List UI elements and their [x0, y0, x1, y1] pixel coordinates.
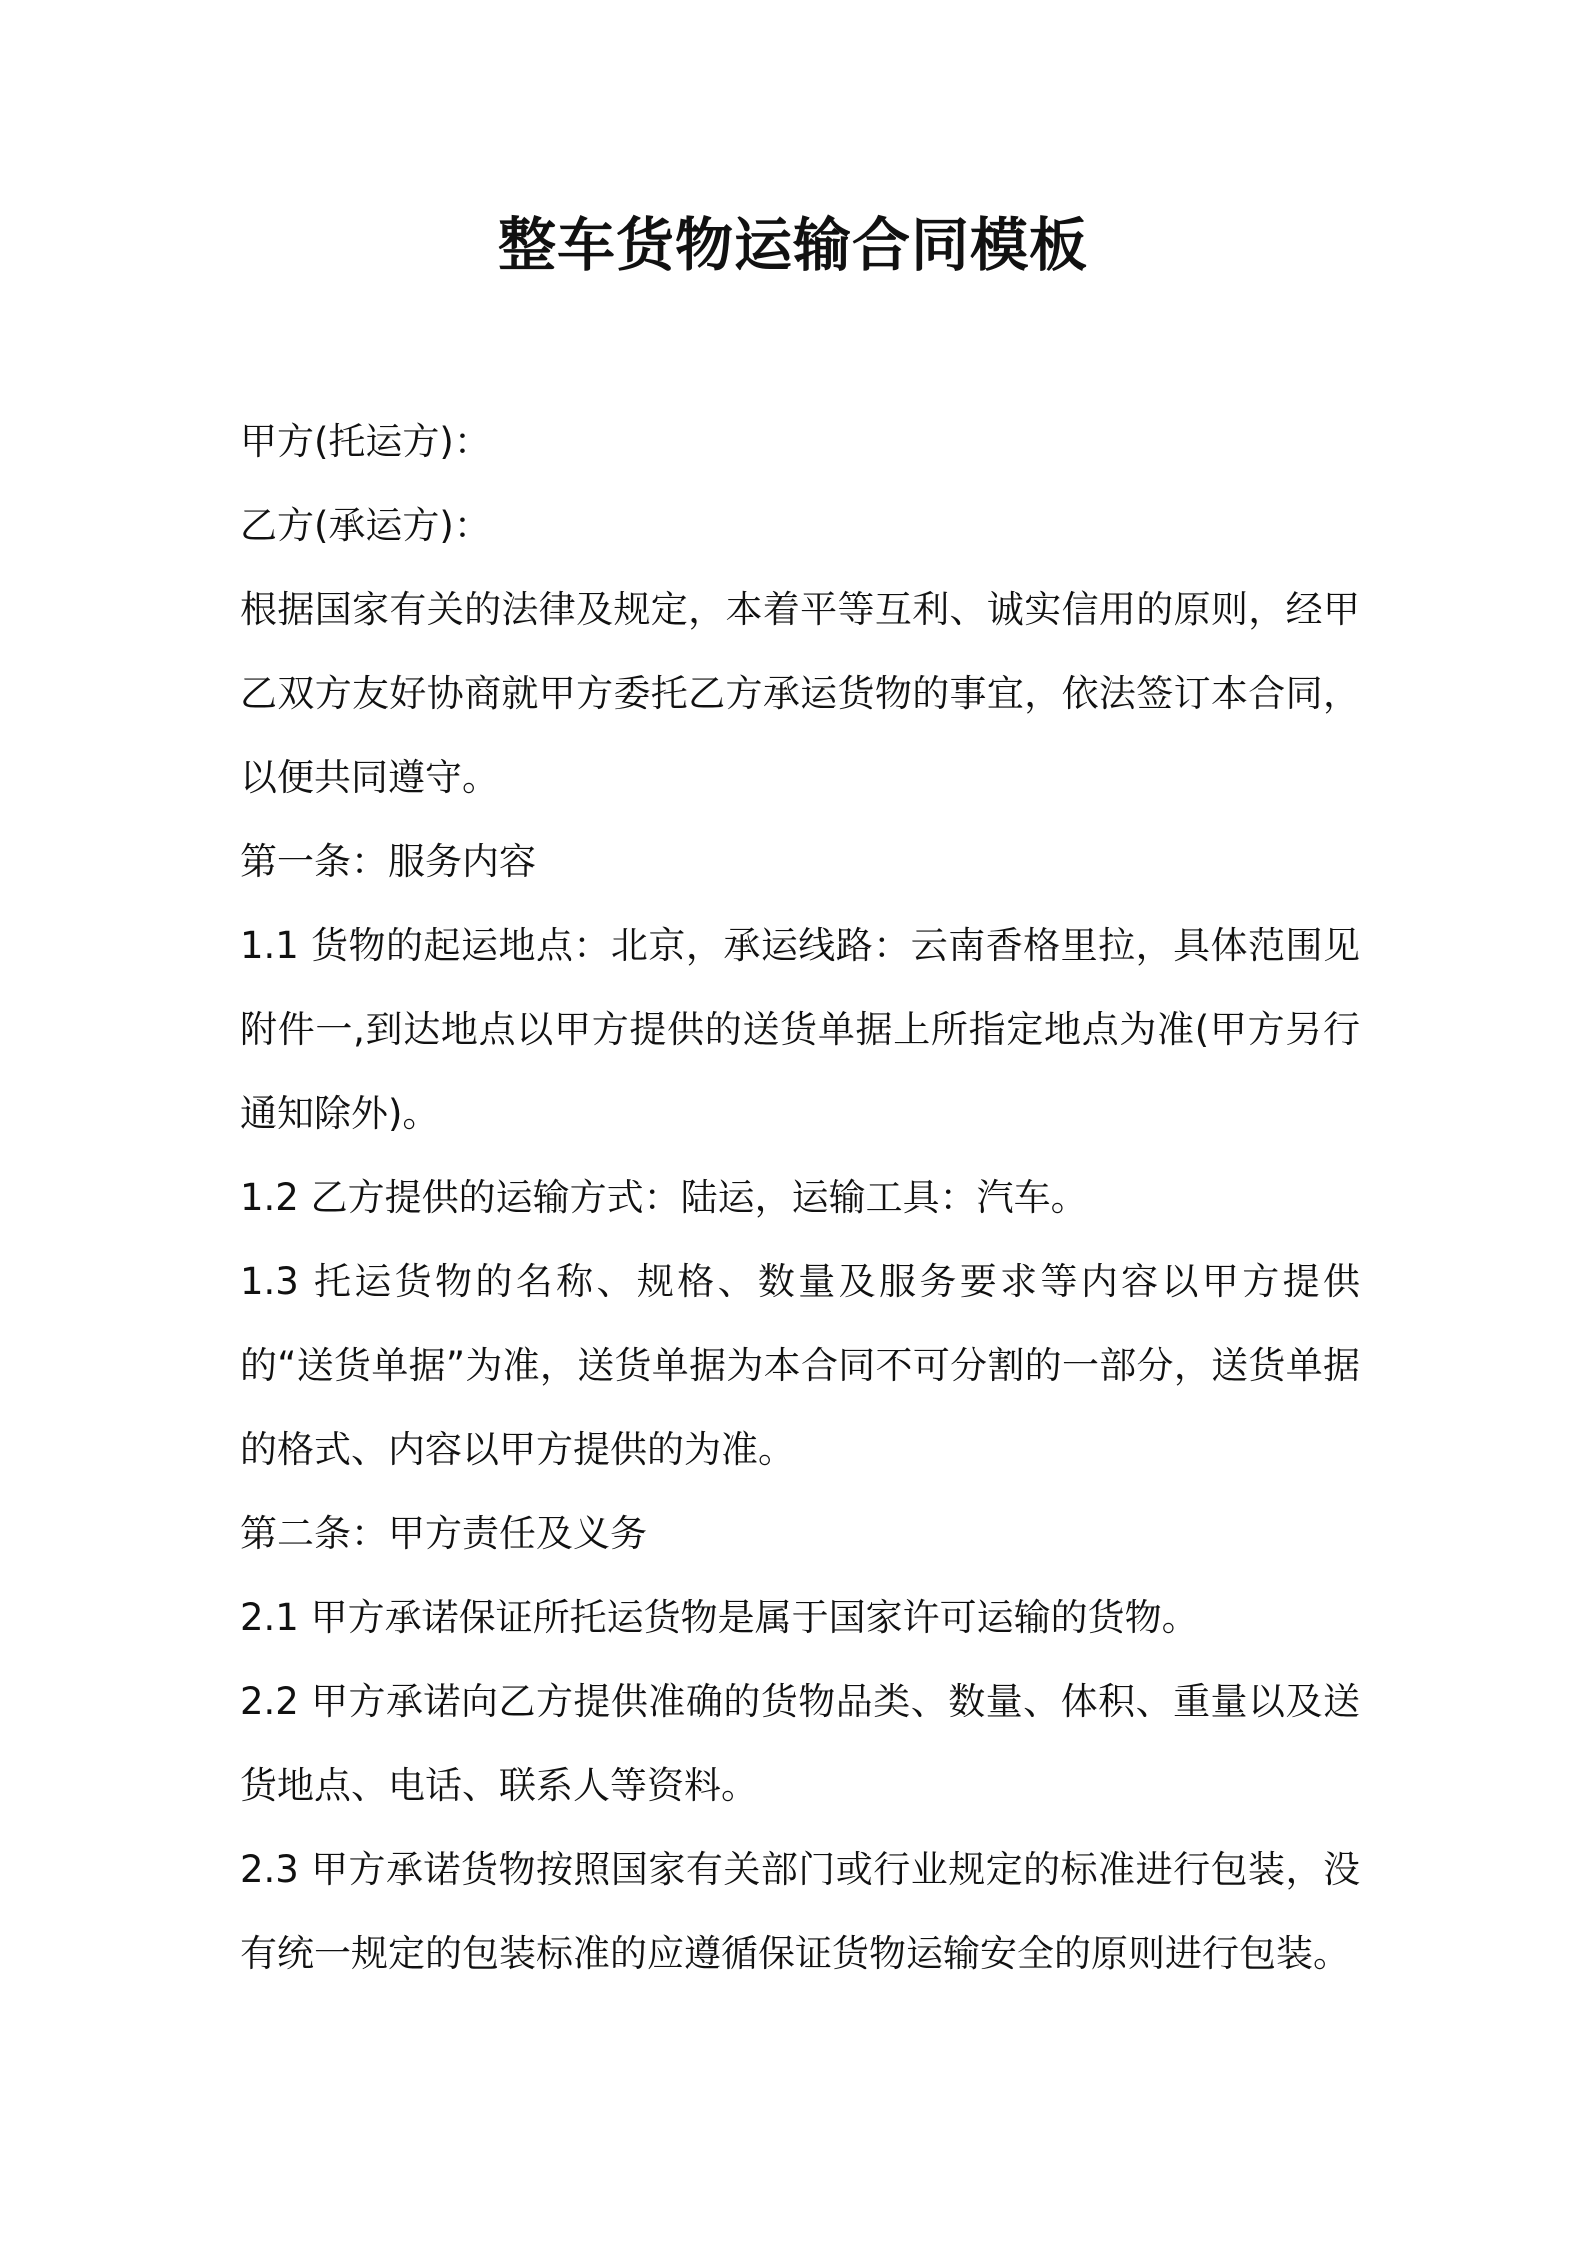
article-1-heading: 第一条：服务内容	[240, 840, 536, 883]
clause-1-1: 1.1 货物的起运地点：北京，承运线路：云南香格里拉，具体范围见附件一,到达地点以甲方提供的送货单据上所指定地点为准(甲方另行通知除外)。	[240, 924, 1360, 1135]
article-2-heading: 第二条：甲方责任及义务	[240, 1512, 647, 1555]
document-body	[240, 400, 1360, 1996]
clause-1-2: 1.2 乙方提供的运输方式：陆运，运输工具：汽车。	[240, 1176, 1088, 1219]
clause-2-3: 2.3 甲方承诺货物按照国家有关部门或行业规定的标准进行包装，没有统一规定的包装标准的应遵循保证货物运输安全的原则进行包装。	[240, 1848, 1360, 1975]
party-b-line: 乙方(承运方)：	[240, 504, 491, 547]
document-title: 整车货物运输合同模板	[497, 211, 1088, 279]
party-a-line: 甲方(托运方)：	[240, 420, 491, 463]
clause-2-2: 2.2 甲方承诺向乙方提供准确的货物品类、数量、体积、重量以及送货地点、电话、联系人等资料。	[240, 1680, 1360, 1807]
clause-1-3: 1.3 托运货物的名称、规格、数量及服务要求等内容以甲方提供的“送货单据”为准，送货单据为本合同不可分割的一部分，送货单据的格式、内容以甲方提供的为准。	[240, 1260, 1360, 1471]
preamble-paragraph: 根据国家有关的法律及规定，本着平等互利、诚实信用的原则，经甲乙双方友好协商就甲方委托乙方承运货物的事宜，依法签订本合同，以便共同遵守。	[240, 588, 1360, 799]
clause-2-1: 2.1 甲方承诺保证所托运货物是属于国家许可运输的货物。	[240, 1596, 1199, 1639]
